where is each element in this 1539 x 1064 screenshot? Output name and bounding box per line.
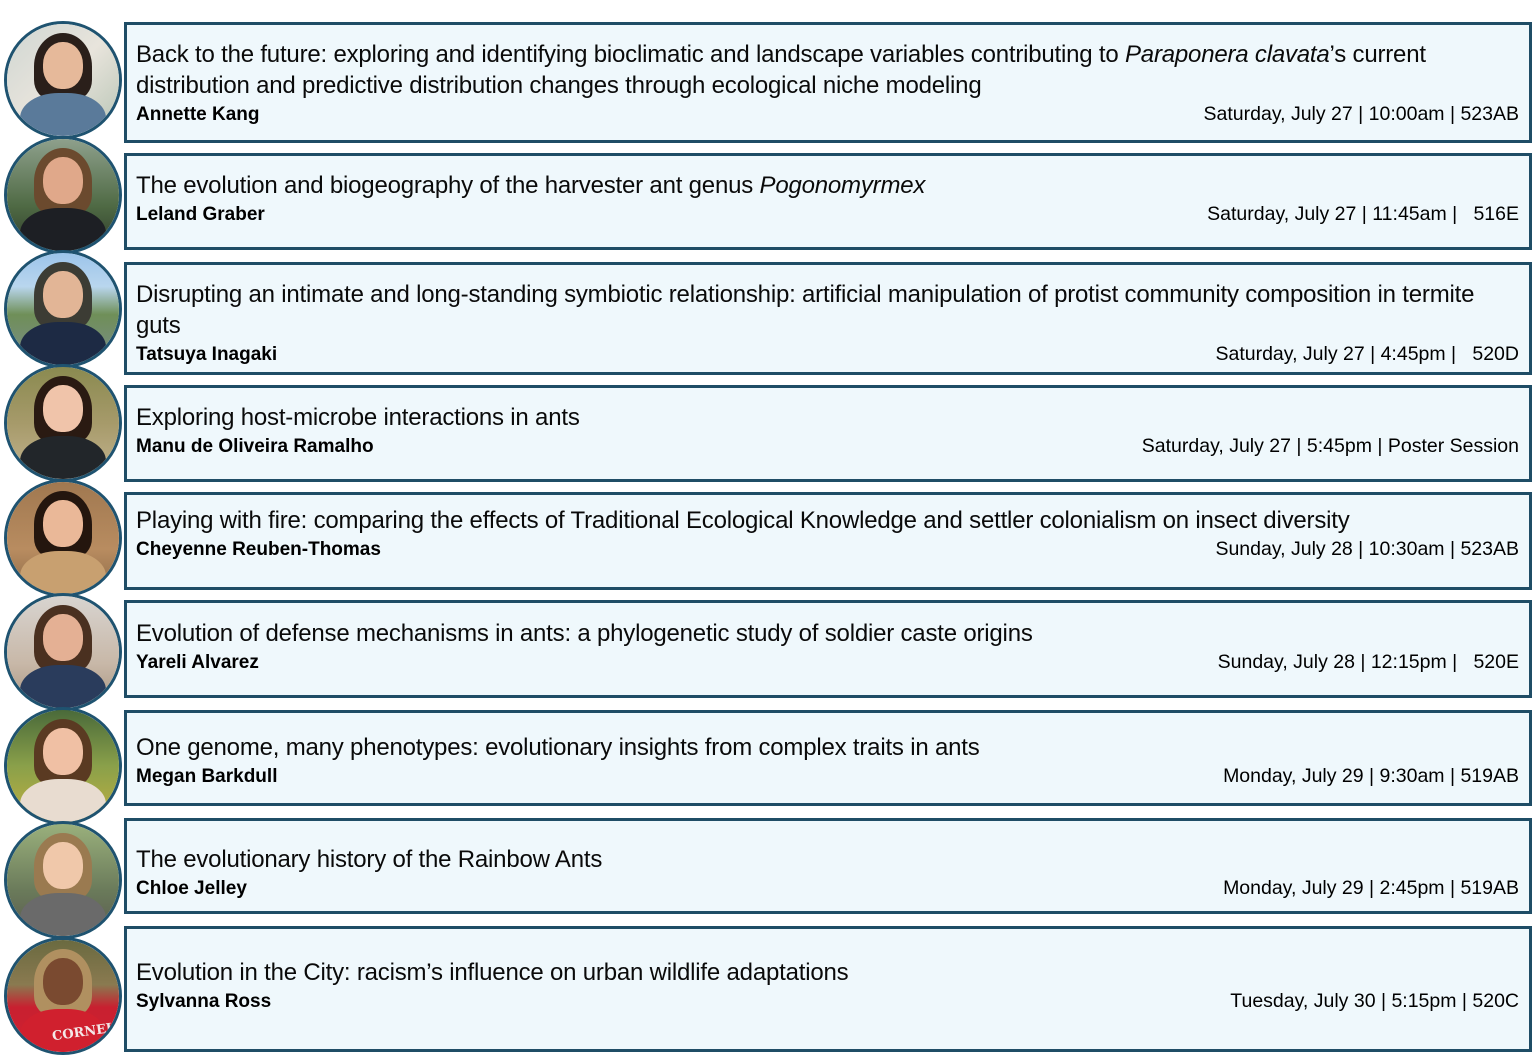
- speaker-avatar: [4, 593, 122, 711]
- avatar-face: [43, 728, 83, 775]
- avatar-shirt: [20, 665, 105, 711]
- avatar-shirt: [20, 322, 105, 368]
- talk-title-text: The evolution and biogeography of the harvester ant genus: [136, 172, 760, 199]
- talk-title-text: Evolution of defense mechanisms in ants: a phylogenetic study of soldier caste origins: [136, 620, 1033, 647]
- talk-card: [124, 926, 1532, 1052]
- speaker-name: Annette Kang: [136, 104, 260, 125]
- talk-title-text: The evolutionary history of the Rainbow Ants: [136, 846, 603, 873]
- speaker-avatar: [4, 364, 122, 482]
- talk-title: [136, 279, 1519, 341]
- speaker-name: Tatsuya Inagaki: [136, 344, 278, 365]
- avatar-shirt: [20, 893, 105, 939]
- talk-schedule: Sunday, July 28 | 10:30am | 523AB: [1215, 538, 1519, 560]
- talk-meta-row: [136, 875, 1519, 902]
- talk-card: [124, 710, 1532, 806]
- talk-title-text: One genome, many phenotypes: evolutionary insights from complex traits in ants: [136, 734, 980, 761]
- talk-title-text-continued: ’s current distribution and predictive distribution changes through ecological niche modeling: [136, 41, 1426, 99]
- talk-title-species-name: Pogonomyrmex: [759, 172, 926, 199]
- talk-schedule: Saturday, July 27 | 11:45am | 516E: [1207, 203, 1519, 225]
- speaker-name: Megan Barkdull: [136, 766, 278, 787]
- avatar-face: [43, 42, 83, 89]
- speaker-avatar: [4, 707, 122, 825]
- talk-title: [136, 957, 1519, 988]
- avatar-face: [43, 500, 83, 547]
- avatar-face: [43, 958, 83, 1005]
- talk-title-text: Playing with fire: comparing the effects of Traditional Ecological Knowledge and settler colonialism on insect diversity: [136, 507, 1350, 534]
- talk-meta-row: [136, 101, 1519, 128]
- speaker-avatar: [4, 479, 122, 597]
- talk-meta-row: [136, 433, 1519, 460]
- avatar-shirt: [20, 779, 105, 825]
- talk-schedule: Saturday, July 27 | 5:45pm | Poster Session: [1141, 435, 1519, 457]
- avatar-face: [43, 157, 83, 204]
- talk-title-text: Back to the future: exploring and identifying bioclimatic and landscape variables contributing to: [136, 41, 1125, 68]
- speaker-name: Sylvanna Ross: [136, 991, 272, 1012]
- avatar-face: [43, 614, 83, 661]
- talk-title-text: Evolution in the City: racism’s influence on urban wildlife adaptations: [136, 959, 849, 986]
- talk-schedule: Monday, July 29 | 9:30am | 519AB: [1223, 765, 1519, 787]
- speaker-avatar: [4, 250, 122, 368]
- speaker-name: Yareli Alvarez: [136, 652, 259, 673]
- talk-title-species-name: Paraponera clavata: [1125, 41, 1330, 68]
- speaker-name: Leland Graber: [136, 204, 265, 225]
- talk-schedule: Monday, July 29 | 2:45pm | 519AB: [1223, 877, 1519, 899]
- talk-schedule: Saturday, July 27 | 10:00am | 523AB: [1203, 103, 1519, 125]
- shirt-logo-text: CORNEL: [51, 1020, 116, 1045]
- talk-card: [124, 818, 1532, 914]
- avatar-face: [43, 385, 83, 432]
- talk-title: [136, 732, 1519, 763]
- avatar-face: [43, 842, 83, 889]
- talk-meta-row: [136, 988, 1519, 1015]
- speaker-avatar: [4, 136, 122, 254]
- speaker-name: Manu de Oliveira Ramalho: [136, 436, 374, 457]
- avatar-shirt: [20, 208, 105, 254]
- talk-meta-row: [136, 201, 1519, 228]
- talk-meta-row: [136, 341, 1519, 368]
- talk-title: [136, 39, 1519, 101]
- talk-card: [124, 262, 1532, 375]
- talk-meta-row: [136, 763, 1519, 790]
- talk-title: [136, 402, 1519, 433]
- talk-meta-row: [136, 536, 1519, 563]
- talk-schedule: Saturday, July 27 | 4:45pm | 520D: [1215, 343, 1519, 365]
- talk-schedule: Tuesday, July 30 | 5:15pm | 520C: [1230, 990, 1519, 1012]
- talk-title-text: Exploring host-microbe interactions in ants: [136, 404, 580, 431]
- talk-schedule: Sunday, July 28 | 12:15pm | 520E: [1217, 651, 1519, 673]
- avatar-shirt: [20, 551, 105, 597]
- talk-card: [124, 600, 1532, 698]
- talk-title: [136, 170, 1519, 201]
- talk-title: [136, 844, 1519, 875]
- avatar-face: [43, 271, 83, 318]
- talk-meta-row: [136, 649, 1519, 676]
- speaker-avatar: [4, 21, 122, 139]
- speaker-name: Cheyenne Reuben-Thomas: [136, 539, 381, 560]
- avatar-shirt: [20, 93, 105, 139]
- talk-card: [124, 22, 1532, 143]
- speaker-avatar: [4, 821, 122, 939]
- talk-title-text: Disrupting an intimate and long-standing symbiotic relationship: artificial manipulation of protist community composition in termite guts: [136, 281, 1475, 339]
- talk-card: [124, 153, 1532, 250]
- speaker-name: Chloe Jelley: [136, 878, 247, 899]
- talk-card: [124, 492, 1532, 590]
- talk-title: [136, 505, 1519, 536]
- avatar-shirt: [20, 436, 105, 482]
- talk-title: [136, 618, 1519, 649]
- speaker-avatar: [4, 937, 122, 1055]
- talk-card: [124, 385, 1532, 482]
